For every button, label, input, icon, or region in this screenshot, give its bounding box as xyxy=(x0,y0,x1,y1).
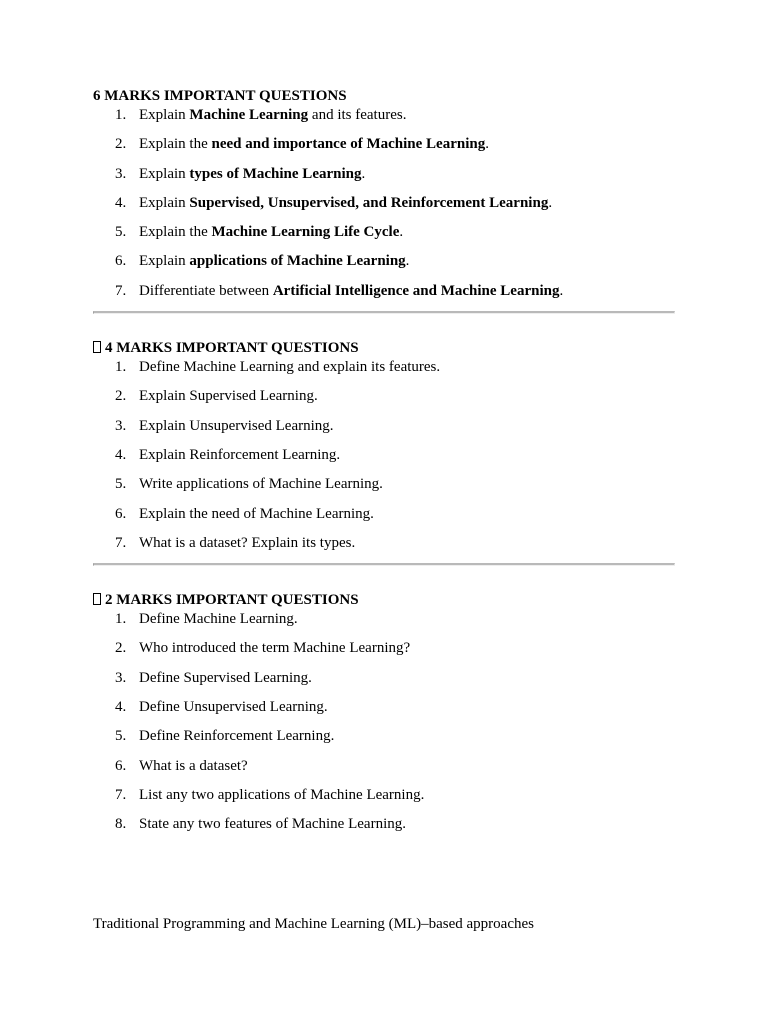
missing-glyph-icon xyxy=(93,341,101,353)
list-item: 4. Define Unsupervised Learning. xyxy=(115,699,328,716)
section-divider xyxy=(93,563,675,566)
list-item: 3. Explain types of Machine Learning. xyxy=(115,165,366,182)
list-item: 5. Write applications of Machine Learning. xyxy=(115,476,383,493)
list-item: 8. State any two features of Machine Learning. xyxy=(115,816,406,833)
list-item: 2. Who introduced the term Machine Learning? xyxy=(115,640,411,657)
list-item: 2. Explain the need and importance of Machine Learning. xyxy=(115,136,489,153)
list-item: 1. Explain Machine Learning and its features. xyxy=(115,107,407,123)
list-item: 5. Define Reinforcement Learning. xyxy=(115,728,335,745)
list-item: 7. List any two applications of Machine Learning. xyxy=(115,786,425,803)
list-item: 2. Explain Supervised Learning. xyxy=(115,388,318,405)
list-item: 1. Define Machine Learning and explain its features. xyxy=(115,359,441,376)
four-marks-heading: 4 MARKS IMPORTANT QUESTIONS xyxy=(93,339,675,358)
two-marks-question-list xyxy=(93,610,675,844)
two-marks-heading: 2 MARKS IMPORTANT QUESTIONS xyxy=(93,591,675,610)
list-item: 1. Define Machine Learning. xyxy=(115,611,298,628)
closing-paragraph: Traditional Programming and Machine Learning (ML)–based approaches xyxy=(93,916,534,932)
document-page xyxy=(93,87,675,845)
list-item: 4. Explain Reinforcement Learning. xyxy=(115,446,341,463)
list-item: 3. Explain Unsupervised Learning. xyxy=(115,417,334,434)
six-marks-question-list xyxy=(93,106,675,311)
list-item: 7. What is a dataset? Explain its types. xyxy=(115,534,356,551)
list-item: 6. What is a dataset? xyxy=(115,757,248,774)
list-item: 6. Explain applications of Machine Learning. xyxy=(115,253,410,270)
four-marks-question-list xyxy=(93,358,675,563)
section-divider xyxy=(93,311,675,314)
list-item: 4. Explain Supervised, Unsupervised, and Reinforcement Learning. xyxy=(115,194,553,211)
list-item: 7. Differentiate between Artificial Intelligence and Machine Learning. xyxy=(115,282,564,299)
missing-glyph-icon xyxy=(93,593,101,605)
six-marks-heading: 6 MARKS IMPORTANT QUESTIONS xyxy=(93,88,347,104)
list-item: 5. Explain the Machine Learning Life Cycle. xyxy=(115,224,404,241)
list-item: 3. Define Supervised Learning. xyxy=(115,669,312,686)
list-item: 6. Explain the need of Machine Learning. xyxy=(115,505,374,522)
